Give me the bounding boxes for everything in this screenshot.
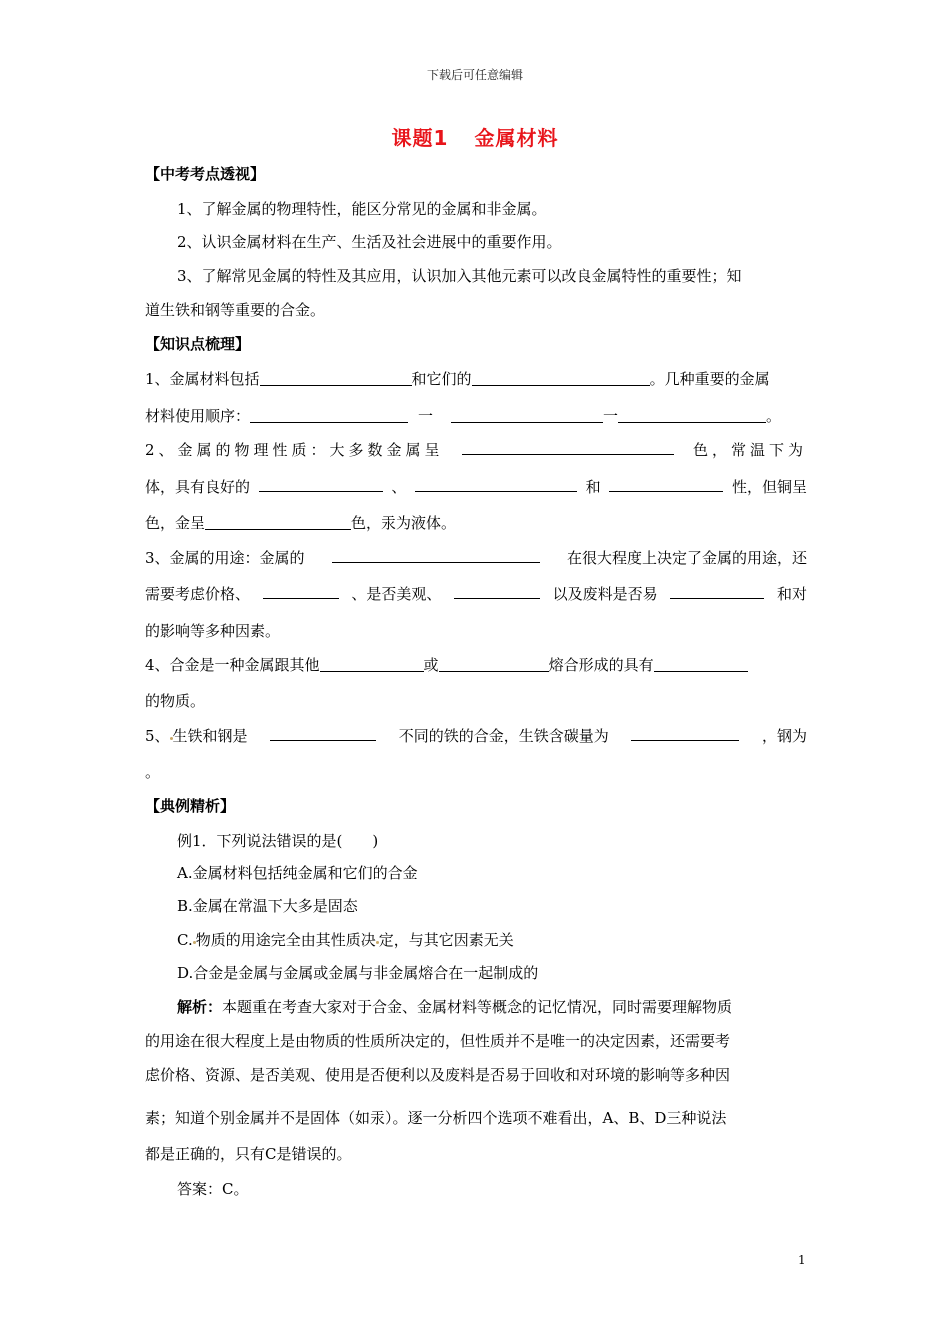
fill-blank[interactable] <box>462 439 674 455</box>
fill-blank[interactable] <box>332 547 540 563</box>
analysis-line-5: 都是正确的，只有C是错误的。 <box>145 1145 352 1163</box>
knowledge-2-line-1: 2、金属的物理性质：大多数金属呈 色，常温下为 <box>145 441 807 459</box>
knowledge-5-line-2: 。 <box>145 763 161 781</box>
page-number: 1 <box>798 1253 806 1267</box>
knowledge-2-line-2: 体，具有良好的 、 和 性，但铜呈 <box>145 478 807 496</box>
fill-blank[interactable] <box>263 583 339 599</box>
analysis-line-3: 虑价格、资源、是否美观、使用是否便利以及废料是否易于回收和对环境的影响等多种因 <box>145 1066 731 1084</box>
section-heading-knowledge: 【知识点梳理】 <box>145 335 251 353</box>
fill-blank[interactable] <box>472 370 650 386</box>
knowledge-5-line-1: 5、 生铁和钢是 不同的铁的合金，生铁含碳量为 ，钢为 <box>145 727 807 745</box>
fill-blank[interactable] <box>270 725 376 741</box>
knowledge-1-line-2: 材料使用顺序： 一 一 。 <box>145 407 782 425</box>
section-heading-exam-points: 【中考考点透视】 <box>145 165 266 183</box>
page-title <box>0 122 950 151</box>
fill-blank[interactable] <box>631 725 739 741</box>
knowledge-4-line-1: 4、合金是一种金属跟其他 或 熔合形成的具有 <box>145 654 807 675</box>
fill-blank[interactable] <box>320 656 424 672</box>
knowledge-3-line-3: 的影响等多种因素。 <box>145 622 281 640</box>
page-header: 下载后可任意编辑 <box>426 68 523 82</box>
exam-point-3-cont: 道生铁和钢等重要的合金。 <box>145 301 326 319</box>
analysis-line-1: 解析：本题重在考查大家对于合金、金属材料等概念的记忆情况，同时需要理解物质 <box>177 998 733 1016</box>
fill-blank[interactable] <box>454 583 540 599</box>
analysis-label: 解析： <box>177 998 223 1016</box>
option-c: C. 物质的用途完全由其性质决 定，与其它因素无关 <box>177 931 514 949</box>
fill-blank[interactable] <box>654 656 748 672</box>
knowledge-3-line-2: 需要考虑价格、 、是否美观、 以及废料是否易 和对 <box>145 585 807 603</box>
knowledge-3-line-1: 3、金属的用途：金属的 在很大程度上决定了金属的用途，还 <box>145 549 807 567</box>
exam-point-1: 1、了解金属的物理特性，能区分常见的金属和非金属。 <box>177 200 547 218</box>
fill-blank[interactable] <box>451 407 603 423</box>
knowledge-4-line-2: 的物质。 <box>145 692 206 710</box>
fill-blank[interactable] <box>205 514 351 530</box>
fill-blank[interactable] <box>259 476 383 492</box>
fill-blank[interactable] <box>670 583 764 599</box>
analysis-line-2: 的用途在很大程度上是由物质的性质所决定的，但性质并不是唯一的决定因素，还需要考 <box>145 1032 731 1050</box>
example-question: 例1．下列说法错误的是( ) <box>177 832 379 850</box>
knowledge-1-line-1: 1、金属材料包括 和它们的 。几种重要的金属 <box>145 370 770 388</box>
analysis-line-4: 素；知道个别金属并不是固体（如汞）。逐一分析四个选项不难看出，A、B、D三种说法 <box>145 1109 727 1127</box>
exam-point-2: 2、认识金属材料在生产、生活及社会进展中的重要作用。 <box>177 233 562 251</box>
title-name: 金属材料 <box>474 126 559 150</box>
fill-blank[interactable] <box>439 656 549 672</box>
fill-blank[interactable] <box>415 476 577 492</box>
section-heading-examples: 【典例精析】 <box>145 797 236 815</box>
knowledge-2-line-3: 色，金呈 色，汞为液体。 <box>145 514 457 532</box>
option-a: A.金属材料包括纯金属和它们的合金 <box>177 864 418 882</box>
title-number: 课题1 <box>391 126 449 150</box>
fill-blank[interactable] <box>609 476 723 492</box>
fill-blank[interactable] <box>618 407 766 423</box>
fill-blank[interactable] <box>250 407 408 423</box>
fill-blank[interactable] <box>260 370 412 386</box>
answer: 答案：C。 <box>177 1180 249 1198</box>
option-b: B.金属在常温下大多是固态 <box>177 897 358 915</box>
option-d: D.合金是金属与金属或金属与非金属熔合在一起制成的 <box>177 964 539 982</box>
exam-point-3: 3、了解常见金属的特性及其应用，认识加入其他元素可以改良金属特性的重要性；知 <box>177 267 742 285</box>
